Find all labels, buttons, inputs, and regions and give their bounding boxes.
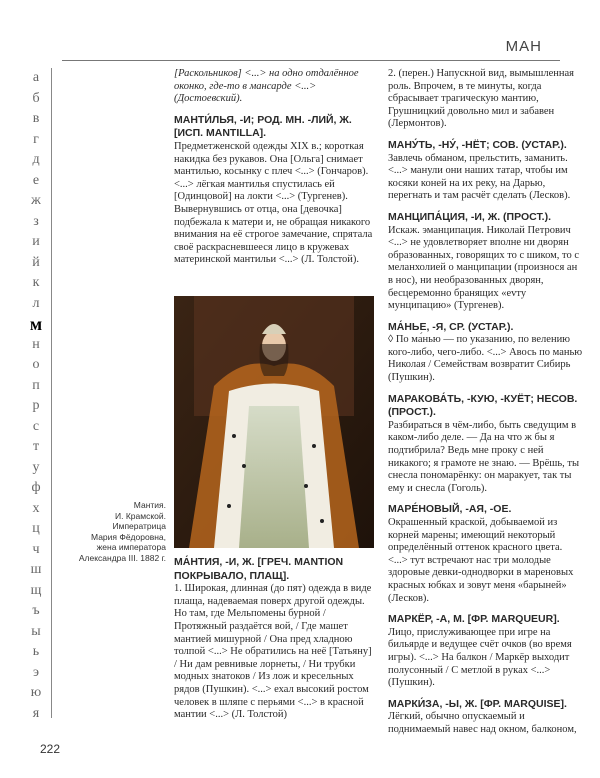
- definition: 1. Широкая, длинная (до пят) одежда в виде плаща, надеваемая поверх другой одежды. Но там, где Мельпомены бурной / Протяжный раздаётся вой, / Где машет мантией мишурной / Она пред хладною толпой <...> Не обратились на неё [Татьяну] / Ни дам ревнивые лорнеты, / Ни трубки модных знатоков / Из лож и кресельных рядов (Пушкин). <...> ехал высокий ростом человек в шляпе с перьями <...> в красной мантии <...> (Л. Толстой): [174, 583, 372, 721]
- entry-mantiya: [174, 556, 374, 722]
- alphabet-letter: д: [32, 152, 40, 167]
- alphabet-letter: о: [32, 357, 40, 372]
- caption-line: Императрица: [112, 521, 166, 531]
- alphabet-letter: ф: [31, 480, 41, 495]
- alphabet-letter: щ: [30, 582, 42, 598]
- alphabet-letter: х: [32, 500, 40, 516]
- alphabet-index: [22, 68, 52, 721]
- alphabet-letter: ш: [30, 562, 42, 577]
- entry-manut: [388, 139, 583, 203]
- entry-mantsipatsiya: [388, 211, 583, 313]
- alphabet-letter: н: [32, 336, 40, 352]
- entry-marakovat: [388, 393, 583, 496]
- headword: МАРКЁР, -А, М. [ФР. MARQUEUR].: [388, 613, 560, 626]
- alphabet-letter: э: [32, 664, 39, 680]
- image-caption: [62, 500, 166, 563]
- running-header: МАН: [505, 38, 542, 55]
- alphabet-letter: ю: [30, 685, 42, 700]
- definition: Лёгкий, обычно опускаемый и поднимаемый навес над окном, балконом,: [388, 711, 577, 735]
- headword: МАРКИ́ЗА, -Ы, Ж. [ФР. MARQUISE].: [388, 697, 567, 710]
- entry-markyor: [388, 613, 583, 690]
- alphabet-letter: г: [33, 131, 39, 147]
- headword: МАНЦИПА́ЦИЯ, -И, Ж. (ПРОСТ.).: [388, 210, 552, 223]
- headword: МАРАКОВА́ТЬ, -КУЮ, -КУЁТ; НЕСОВ. (ПРОСТ.).: [388, 392, 578, 419]
- alphabet-letter: р: [32, 398, 40, 413]
- page-number: 222: [40, 742, 61, 756]
- alphabet-letter: у: [32, 459, 40, 475]
- definition: Разбираться в чём-либо, быть сведущим в каком-либо деле. — Да на что ж бы я подтибрила? Ведь мне проку с ней никакого; я грамоте не знаю. — Врёшь, ты снесла пономарёнку: он маракует, так ты ему и снесла (Гоголь).: [388, 419, 580, 494]
- alphabet-letter: ы: [31, 623, 41, 639]
- headword: МАРЕ́НОВЫЙ, -АЯ, -ОЕ.: [388, 503, 512, 516]
- definition: Искаж. эманципация. Николай Петрович <...> не удовлетворяет вполне ни дворян образованных, говорящих то с шиком, то с меланхолией о манципации (произнося ан в нос), ни необразованных дворян, бесцеремонно бранящих «evту мунципацию» (Тургенев).: [388, 224, 580, 312]
- entry-manye: [388, 321, 583, 385]
- headword: МА́НЬЕ, -Я, СР. (УСТАР.).: [388, 320, 514, 333]
- definition: ◊ По ма́нью — по указанию, по велению кого-либо, чего-либо. <...> Авось по манью Николая / Семействам возвратит Сибирь (Пушкин).: [388, 334, 583, 384]
- portrait-image: [174, 296, 374, 548]
- alphabet-letter: я: [32, 705, 40, 721]
- alphabet-letter: ц: [32, 521, 40, 536]
- entry-mantiya-sense-2: 2. (перен.) Напускной вид, вымышленная роль. Впрочем, в те минуты, когда сбрасывает трагическую мантию, Грушницкий довольно мил и забавен (Лермонтов).: [388, 68, 574, 130]
- definition: Окрашенный краской, добываемой из корней марены; имеющий некоторый определённый оттенок красного цвета. <...> тут встречают нас три молодые здоровые девки-однодворки в мареновых красных юбках и зовут меня «барыней» (Лесков).: [388, 517, 574, 604]
- alphabet-letter: б: [32, 90, 40, 106]
- alphabet-letter: и: [32, 234, 40, 249]
- definition: Предметженской одежды XIX в.; короткая накидка без рукавов. Она [Ольга] снимает мантилью, косынку с плеч <...> (Гончаров). <...> лёгкая мантилья спустилась ей [Одинцовой] на локти <...> (Тургенев). Вывернувшись от отца, она [девочка] подбежала к матери и, не обращая никакого внимания на её строгое замечание, спрятала своё раскрасневшееся лицо в кружевах материнской мантильи <...> (Л. Толстой).: [174, 140, 373, 266]
- alphabet-letter: ь: [32, 644, 40, 659]
- caption-line: Мантия.: [133, 500, 166, 510]
- header-rule: [62, 60, 560, 61]
- headword: МАНТИ́ЛЬЯ, -И; РОД. МН. -ЛИЙ, Ж. [ИСП. MANTILLA].: [174, 113, 352, 140]
- alphabet-letter: ж: [31, 193, 41, 208]
- alphabet-letter: з: [33, 213, 39, 229]
- alphabet-letter: ч: [32, 541, 40, 557]
- alphabet-letter: п: [32, 377, 40, 393]
- headword: МАНУ́ТЬ, -НУ́, -НЁТ; СОВ. (УСТАР.).: [388, 138, 567, 151]
- caption-line: Александра III. 1882 г.: [78, 552, 166, 563]
- alphabet-letter: к: [32, 275, 40, 290]
- entry-mantilya: [174, 114, 374, 267]
- headword: МА́НТИЯ, -И, Ж. [ГРЕЧ. MANTION ПОКРЫВАЛО, ПЛАЩ].: [174, 556, 344, 582]
- left-column: [174, 68, 374, 275]
- caption-line: жена императора: [96, 542, 166, 552]
- entry-marenovy: [388, 503, 583, 605]
- right-column: [388, 68, 583, 745]
- definition: Лицо, прислуживающее при игре на бильярде и ведущее счёт очков (во время игры). <...> На балкон / Маркёр выходит полусонный / С метлой в руках <...> (Пушкин).: [388, 626, 572, 689]
- alphabet-letter: л: [32, 295, 40, 311]
- caption-line: Мария Фёдоровна,: [91, 531, 166, 542]
- alphabet-letter: в: [32, 111, 40, 126]
- alphabet-letter: е: [32, 172, 40, 188]
- alphabet-letter: т: [32, 439, 40, 454]
- caption-line: И. Крамской.: [115, 510, 166, 521]
- entry-markiza: [388, 698, 583, 737]
- continuation-text: [Раскольников] <...> на одно отдалённое оконко, где-то в мансарде <...> (Достоевский).: [174, 68, 359, 105]
- alphabet-letter: ъ: [32, 603, 40, 618]
- alphabet-letter: м: [29, 314, 43, 334]
- alphabet-letter: а: [32, 70, 40, 85]
- left-column-lower: [174, 556, 374, 730]
- alphabet-letter: й: [32, 254, 40, 270]
- alphabet-letter: с: [32, 418, 40, 434]
- definition: Завлечь обманом, прельстить, заманить. <...> манули они наших татар, чтобы им косяки коней на их реку, на Дарью, перегнать и там расчёт сделать (Лесков).: [388, 152, 571, 202]
